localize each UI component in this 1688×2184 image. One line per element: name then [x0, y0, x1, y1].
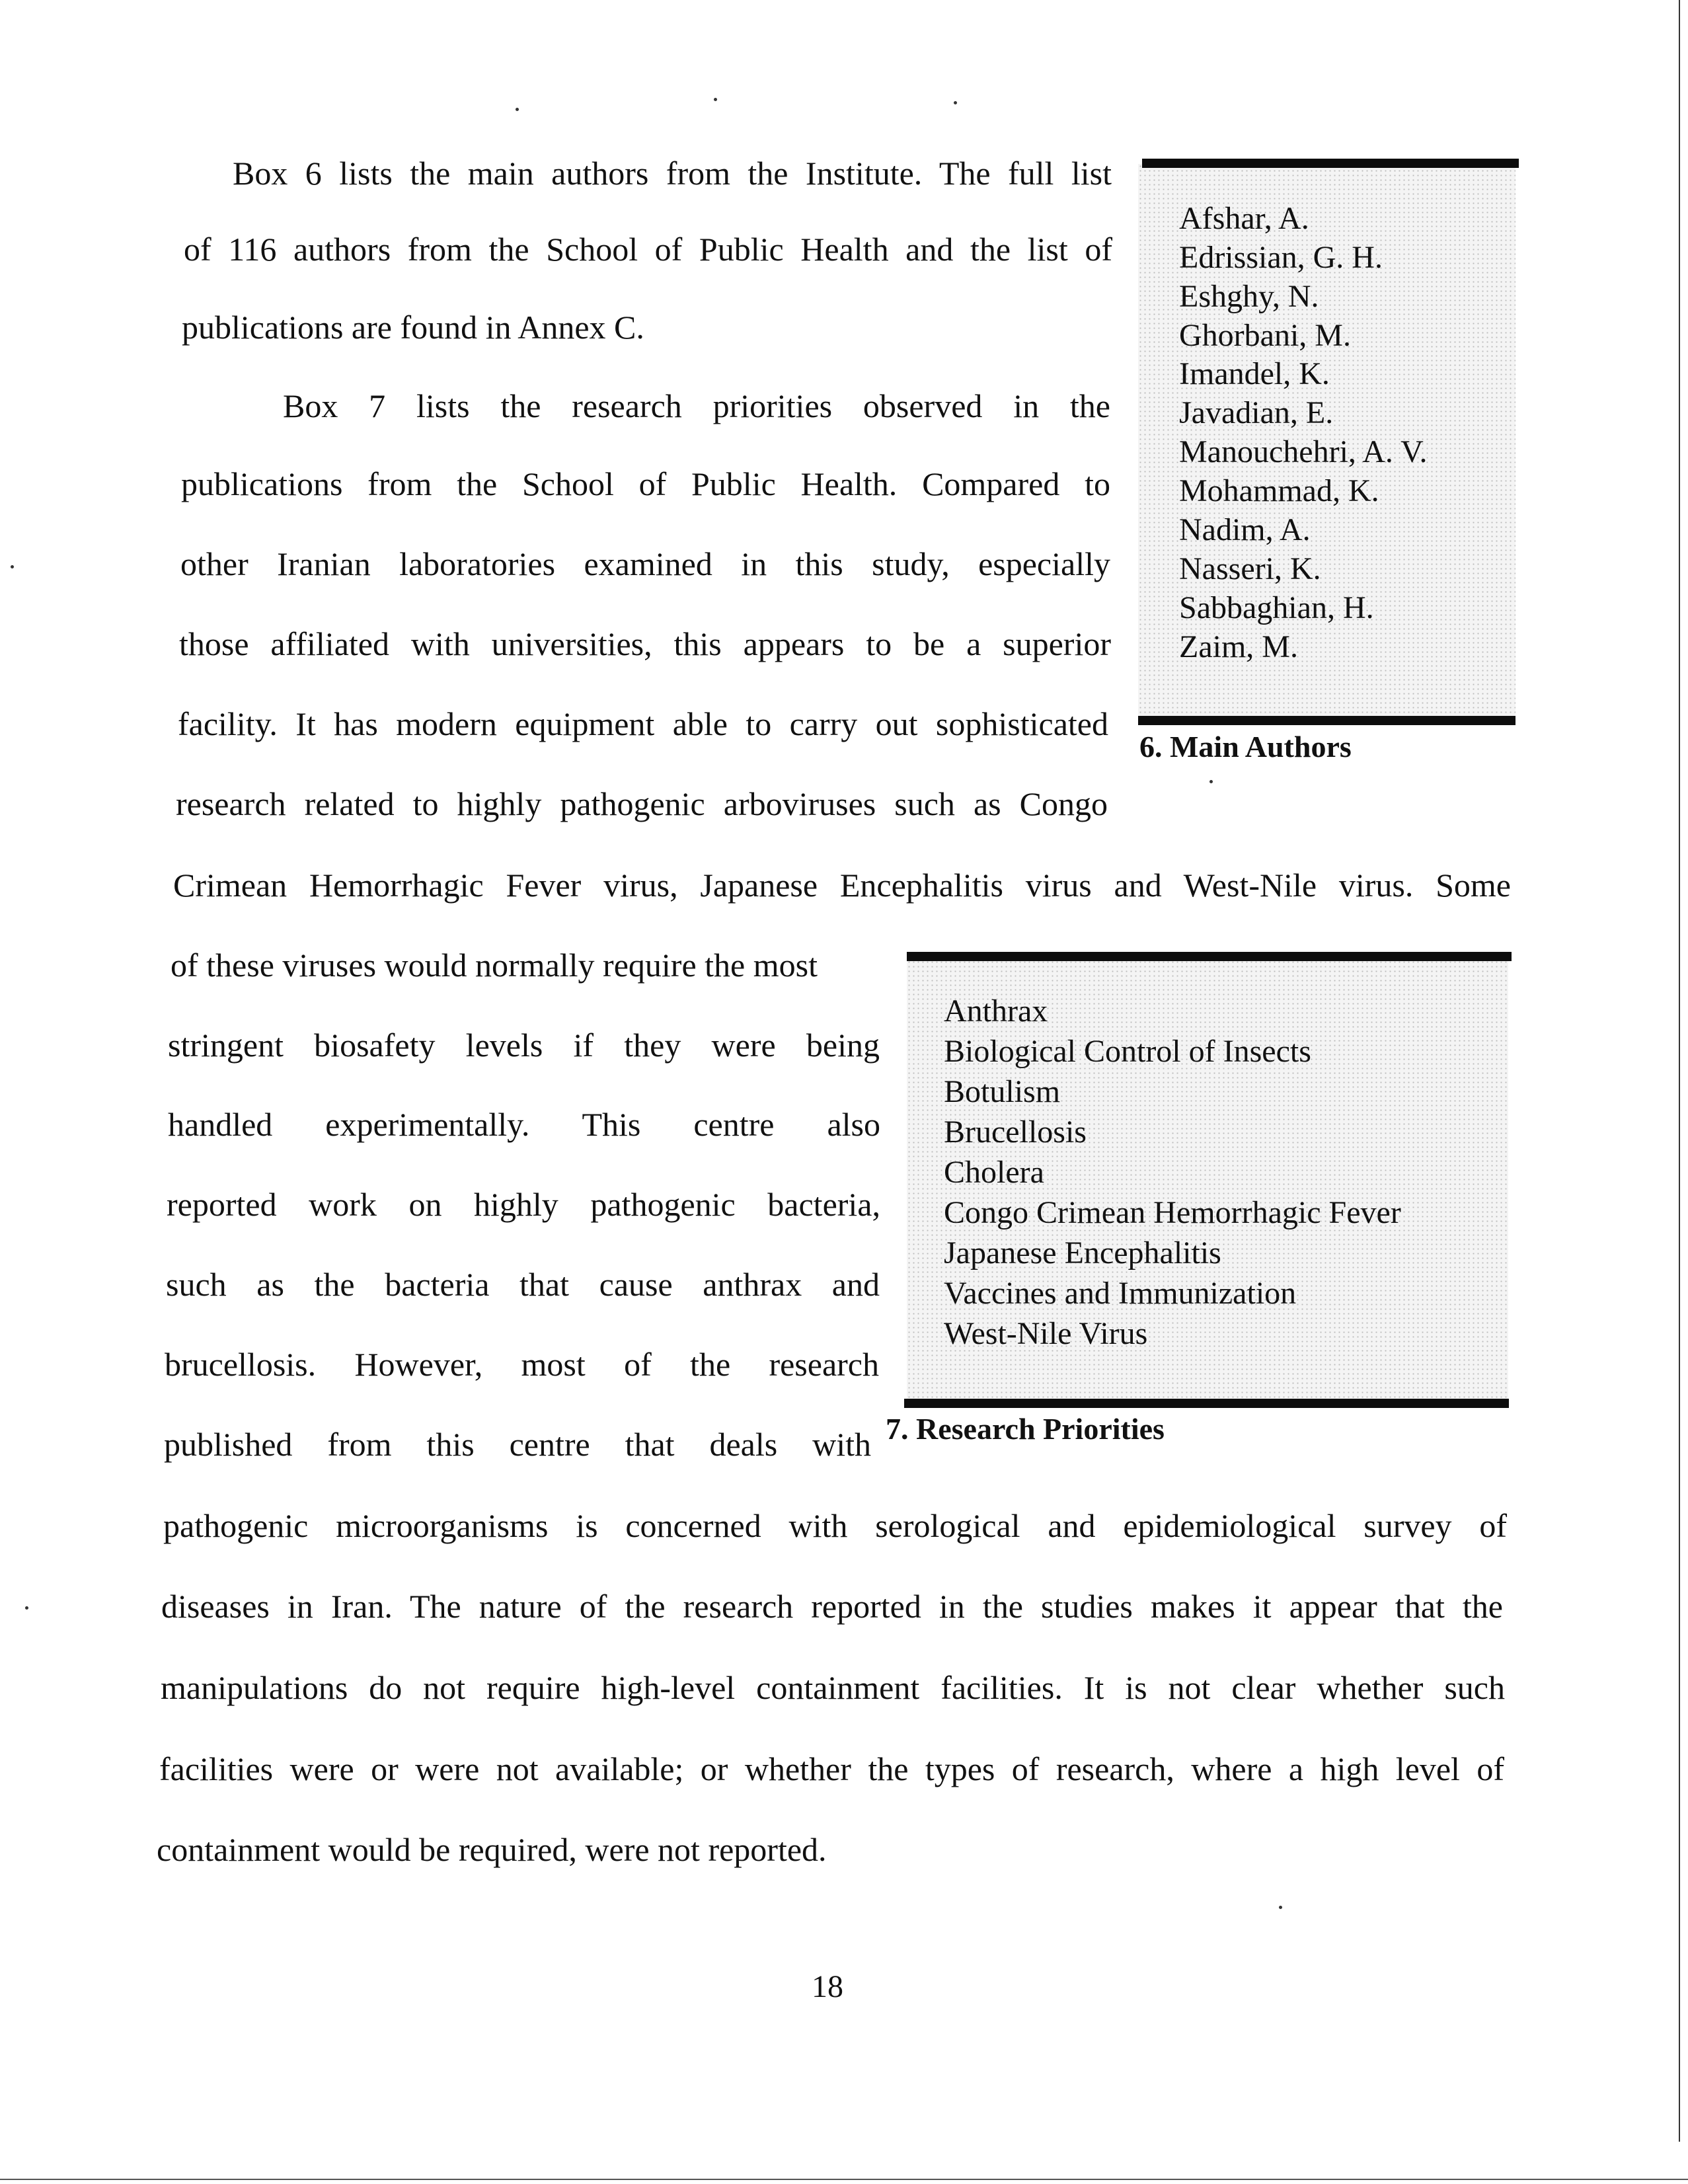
scan-edge-bottom	[0, 2179, 1688, 2180]
box7-bottom-rule	[904, 1399, 1509, 1408]
priority-entry: Anthrax	[944, 994, 1048, 1029]
body-line-16: brucellosis. However, most of the research	[165, 1346, 879, 1383]
body-line-3: publications are found in Annex C.	[182, 309, 644, 346]
priority-entry: Botulism	[944, 1074, 1061, 1109]
body-line-7: those affiliated with universities, this appears to be a superior	[179, 625, 1111, 662]
body-line-6: other Iranian laboratories examined in this study, especially	[180, 545, 1110, 582]
priority-entry: Congo Crimean Hemorrhagic Fever	[944, 1195, 1401, 1230]
body-line-9: research related to highly pathogenic arboviruses such as Congo	[176, 785, 1108, 822]
priority-entry: Biological Control of Insects	[944, 1034, 1311, 1069]
scan-speck	[1209, 780, 1213, 783]
priority-entry: Japanese Encephalitis	[944, 1235, 1221, 1270]
scan-speck	[954, 101, 957, 104]
scan-speck	[25, 1606, 28, 1610]
author-entry: Sabbaghian, H.	[1179, 590, 1374, 625]
body-line-12: stringent biosafety levels if they were being	[168, 1027, 880, 1064]
priority-entry: West-Nile Virus	[944, 1316, 1148, 1351]
scan-edge-right	[1679, 0, 1680, 2142]
body-line-21: facilities were or were not available; or whether the types of research, where a high level of	[159, 1750, 1504, 1787]
body-line-8: facility. It has modern equipment able to carry out sophisticated	[178, 705, 1108, 742]
scan-speck	[516, 108, 519, 111]
body-line-10: Crimean Hemorrhagic Fever virus, Japanese Encephalitis virus and West-Nile virus. Some	[173, 867, 1511, 904]
body-line-19: diseases in Iran. The nature of the research reported in the studies makes it appear that the	[161, 1588, 1503, 1625]
body-line-11: of these viruses would normally require the most	[171, 947, 818, 984]
body-line-5: publications from the School of Public Health. Compared to	[181, 465, 1110, 502]
author-entry: Eshghy, N.	[1179, 279, 1319, 314]
page-number: 18	[812, 1969, 843, 2004]
body-line-14: reported work on highly pathogenic bacteria,	[167, 1186, 880, 1223]
priority-entry: Vaccines and Immunization	[944, 1276, 1297, 1311]
box6-bottom-rule	[1138, 716, 1515, 725]
body-line-20: manipulations do not require high-level containment facilities. It is not clear whether such	[161, 1669, 1505, 1706]
body-line-17: published from this centre that deals with	[164, 1426, 871, 1463]
body-line-13: handled experimentally. This centre also	[168, 1106, 880, 1143]
author-entry: Edrissian, G. H.	[1179, 240, 1383, 275]
body-line-15: such as the bacteria that cause anthrax and	[166, 1266, 880, 1303]
box6-top-rule	[1142, 159, 1519, 168]
author-entry: Javadian, E.	[1179, 395, 1334, 430]
author-entry: Nadim, A.	[1179, 512, 1311, 547]
box7-caption: 7. Research Priorities	[886, 1412, 1165, 1446]
scan-speck	[11, 565, 14, 568]
author-entry: Mohammad, K.	[1179, 473, 1379, 508]
priority-entry: Brucellosis	[944, 1114, 1087, 1150]
author-entry: Ghorbani, M.	[1179, 318, 1351, 353]
body-line-4: Box 7 lists the research priorities observed in the	[283, 387, 1110, 424]
author-entry: Imandel, K.	[1179, 356, 1330, 391]
body-line-18: pathogenic microorganisms is concerned with serological and epidemiological survey of	[163, 1507, 1507, 1544]
scan-speck	[1279, 1906, 1282, 1909]
scan-speck	[714, 98, 717, 101]
priority-entry: Cholera	[944, 1155, 1044, 1190]
box6-caption: 6. Main Authors	[1139, 730, 1352, 763]
author-entry: Nasseri, K.	[1179, 551, 1321, 586]
body-line-2: of 116 authors from the School of Public Health and the list of	[184, 231, 1112, 268]
body-line-1: Box 6 lists the main authors from the Institute. The full list	[233, 155, 1112, 192]
author-entry: Manouchehri, A. V.	[1179, 434, 1428, 469]
author-entry: Zaim, M.	[1179, 629, 1298, 664]
author-entry: Afshar, A.	[1179, 201, 1309, 236]
body-line-22: containment would be required, were not reported.	[157, 1831, 827, 1868]
box7-top-rule	[907, 952, 1512, 961]
